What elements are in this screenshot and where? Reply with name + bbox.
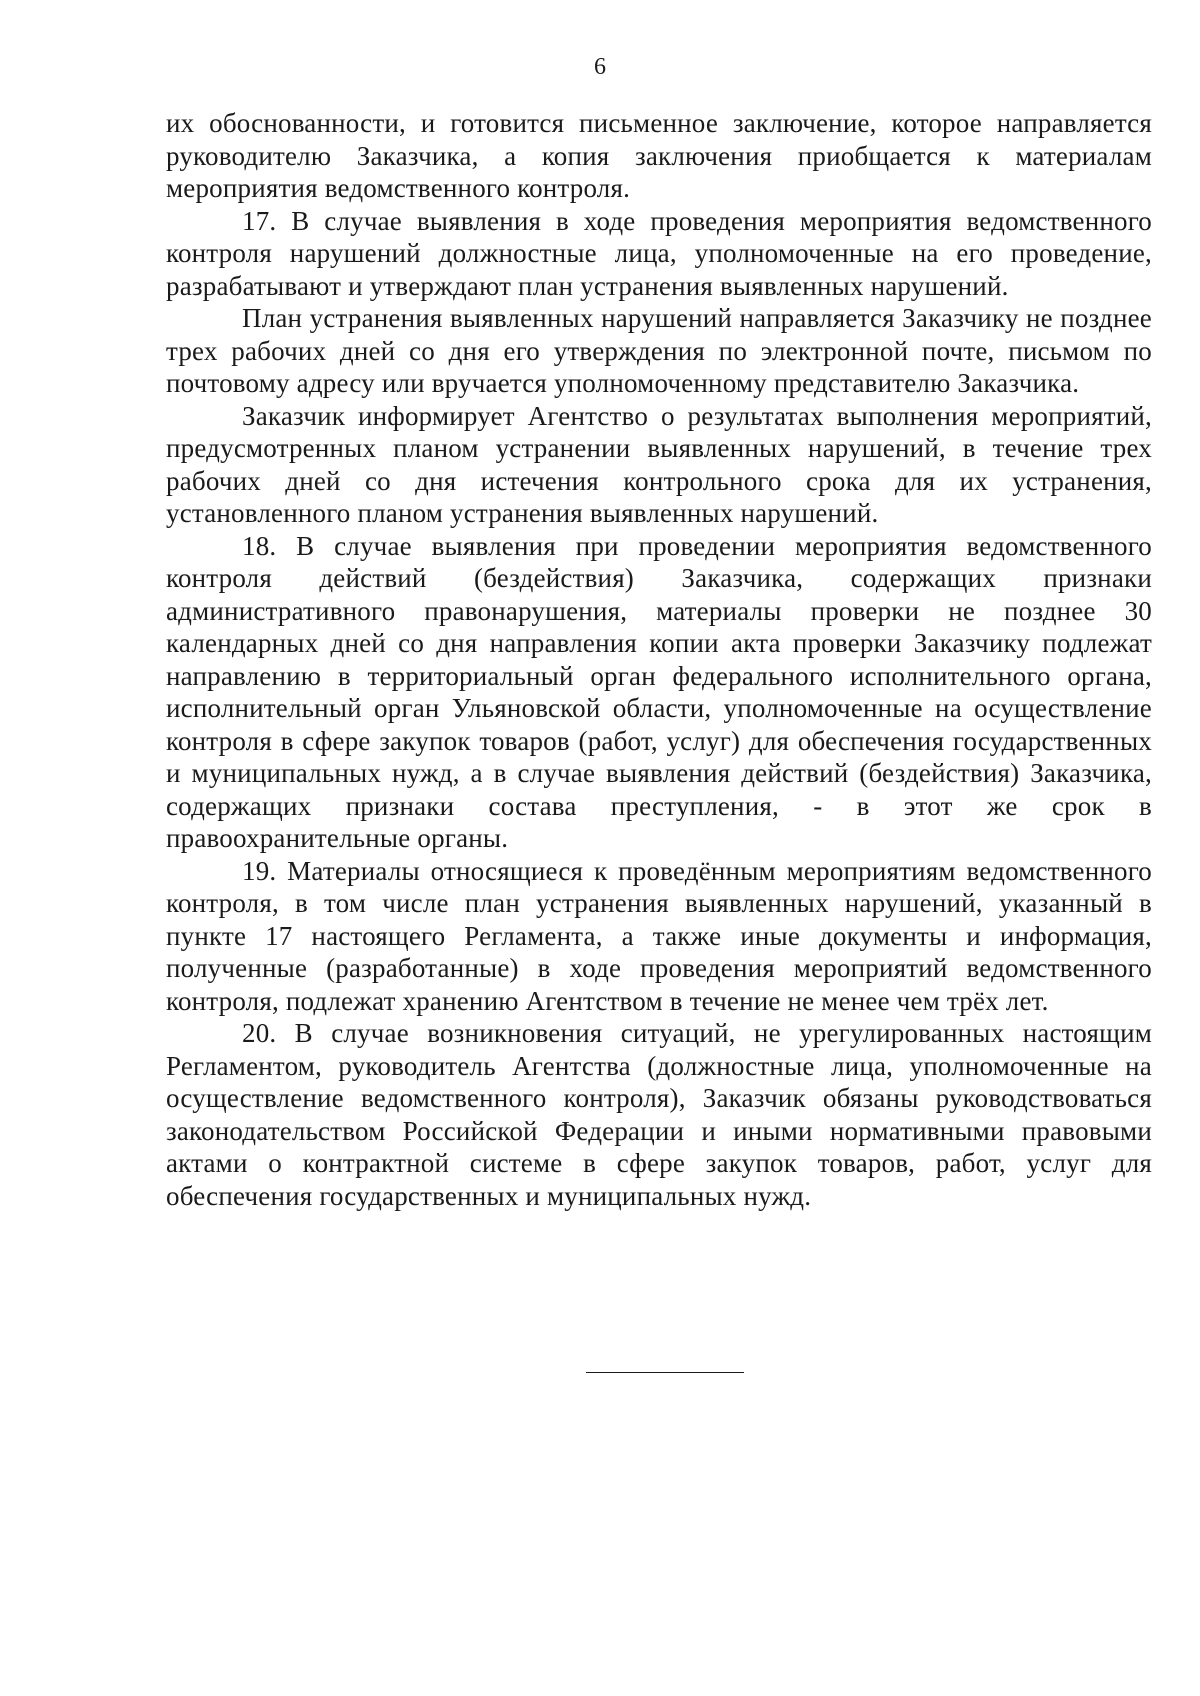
paragraph-17-customer: Заказчик информирует Агентство о результатах выполнения мероприятий, предусмотренных планом устранении выявленных нарушений, в течение трех рабочих дней со дня истечения контрольного срока для их устранения, установленного планом устранения выявленных нарушений. <box>166 400 1152 528</box>
page-number: 6 <box>594 54 606 80</box>
end-of-document-rule <box>586 1372 744 1373</box>
paragraph-19: 19. Материалы относящиеся к проведённым мероприятиям ведомственного контроля, в том числе план устранения выявленных нарушений, указанный в пункте 17 настоящего Регламента, а также иные документы и информация, полученные (разработанные) в ходе проведения мероприятий ведомственного контроля, подлежат хранению Агентством в течение не менее чем трёх лет. <box>166 855 1152 1016</box>
paragraph-17: 17. В случае выявления в ходе проведения мероприятия ведомственного контроля нарушений должностные лица, уполномоченные на его проведение, разрабатывают и утверждают план устранения выявленных нарушений. <box>166 205 1152 301</box>
paragraph-17-plan: План устранения выявленных нарушений направляется Заказчику не позднее трех рабочих дней со дня его утверждения по электронной почте, письмом по почтовому адресу или вручается уполномоченному представителю Заказчика. <box>166 303 1152 398</box>
paragraph-continued: их обоснованности, и готовится письменное заключение, которое направляется руководителю Заказчика, а копия заключения приобщается к материалам мероприятия ведомственного контроля. <box>166 108 1152 203</box>
paragraph-18: 18. В случае выявления при проведении мероприятия ведомственного контроля действий (бездействия) Заказчика, содержащих признаки административного правонарушения, материалы проверки не позднее 30 календарных дней со дня направления копии акта проверки Заказчику подлежат направлению в территориальный орган федерального исполнительного органа, исполнительный орган Ульяновской области, уполномоченные на осуществление контроля в сфере закупок товаров (работ, услуг) для обеспечения государственных и муниципальных нужд, а в случае выявления действий (бездействия) Заказчика, содержащих признаки состава преступления, - в этот же срок в правоохранительные органы. <box>166 530 1152 853</box>
paragraph-20: 20. В случае возникновения ситуаций, не урегулированных настоящим Регламентом, руководитель Агентства (должностные лица, уполномоченные на осуществление ведомственного контроля), Заказчик обязаны руководствоваться законодательством Российской Федерации и иными нормативными правовыми актами о контрактной системе в сфере закупок товаров, работ, услуг для обеспечения государственных и муниципальных нужд. <box>166 1018 1152 1211</box>
document-body <box>166 107 1152 1212</box>
